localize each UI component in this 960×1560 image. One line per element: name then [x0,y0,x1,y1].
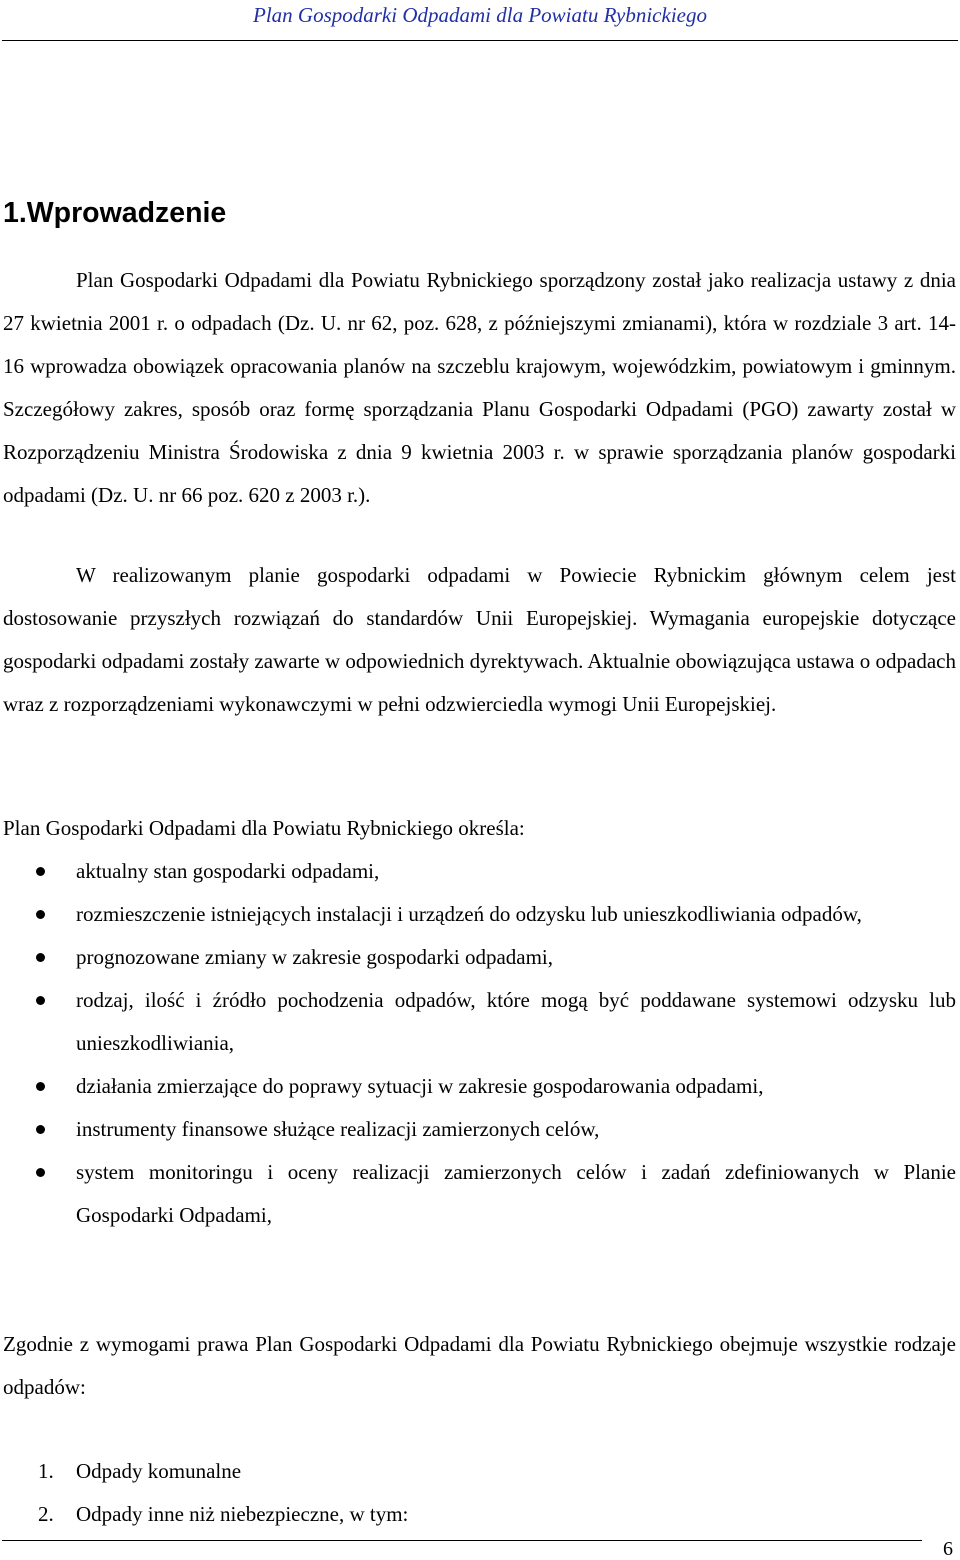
waste-types-list [0,1450,956,1536]
list-number: 1. [38,1459,54,1483]
list-item-text: Odpady komunalne [76,1459,242,1483]
bullet-icon [36,867,45,876]
list-item [0,850,956,893]
list-number: 2. [38,1502,54,1526]
list-item-text: rodzaj, ilość i źródło pochodzenia odpadów, które mogą być poddawane systemowi odzysku lub unieszkodliwiania, [76,988,956,1055]
bullet-icon [36,1082,45,1091]
bullet-icon [36,996,45,1005]
goal-paragraph: W realizowanym planie gospodarki odpadami w Powiecie Rybnickim głównym celem jest dostosowanie przyszłych rozwiązań do standardów Unii Europejskiej. Wymagania europejskie dotyczące gospodarki odpadami zostały zawarte w odpowiednich dyrektywach. Aktualnie obowiązująca ustawa o odpadach wraz z rozporządzeniami wykonawczymi w pełni odzwierciedla wymogi Unii Europejskiej. [3,563,956,716]
bullet-icon [36,910,45,919]
list-item [0,979,956,1065]
list-item-text: Odpady inne niż niebezpieczne, w tym: [76,1502,409,1526]
list-item-text: aktualny stan gospodarki odpadami, [76,859,380,883]
list-item [0,893,956,936]
bullet-icon [36,1168,45,1177]
header-rule [2,40,958,41]
list-item-text: działania zmierzające do poprawy sytuacji w zakresie gospodarowania odpadami, [76,1074,764,1098]
waste-types-lead-paragraph: Zgodnie z wymogami prawa Plan Gospodarki Odpadami dla Powiatu Rybnickiego obejmuje wszystkie rodzaje odpadów: [3,1332,956,1399]
scope-bullet-list [0,850,956,1237]
list-item [0,1065,956,1108]
list-item [0,1493,956,1536]
list-item-text: rozmieszczenie istniejących instalacji i urządzeń do odzysku lub unieszkodliwiania odpadów, [76,902,862,926]
bullet-icon [36,1125,45,1134]
bullet-icon [36,953,45,962]
list-item-text: system monitoringu i oceny realizacji zamierzonych celów i zadań zdefiniowanych w Planie Gospodarki Odpadami, [76,1160,956,1227]
section-title: 1.Wprowadzenie [3,197,227,229]
list-item [0,1450,956,1493]
running-header: Plan Gospodarki Odpadami dla Powiatu Rybnickiego [253,3,707,27]
list-item-text: prognozowane zmiany w zakresie gospodarki odpadami, [76,945,554,969]
list-item [0,1151,956,1237]
intro-paragraph: Plan Gospodarki Odpadami dla Powiatu Rybnickiego sporządzony został jako realizacja ustawy z dnia 27 kwietnia 2001 r. o odpadach (Dz. U. nr 62, poz. 628, z późniejszymi zmianami), która w rozdziale 3 art. 14-16 wprowadza obowiązek opracowania planów na szczeblu krajowym, wojewódzkim, powiatowym i gminnym. Szczegółowy zakres, sposób oraz formę sporządzania Planu Gospodarki Odpadami (PGO) zawarty został w Rozporządzeniu Ministra Środowiska z dnia 9 kwietnia 2003 r. w sprawie sporządzania planów gospodarki odpadami (Dz. U. nr 66 poz. 620 z 2003 r.). [3,268,956,507]
page-number: 6 [943,1538,953,1560]
footer-rule [2,1540,922,1541]
scope-lead-paragraph: Plan Gospodarki Odpadami dla Powiatu Rybnickiego określa: [3,816,525,840]
list-item-text: instrumenty finansowe służące realizacji zamierzonych celów, [76,1117,600,1141]
list-item [0,1108,956,1151]
list-item [0,936,956,979]
